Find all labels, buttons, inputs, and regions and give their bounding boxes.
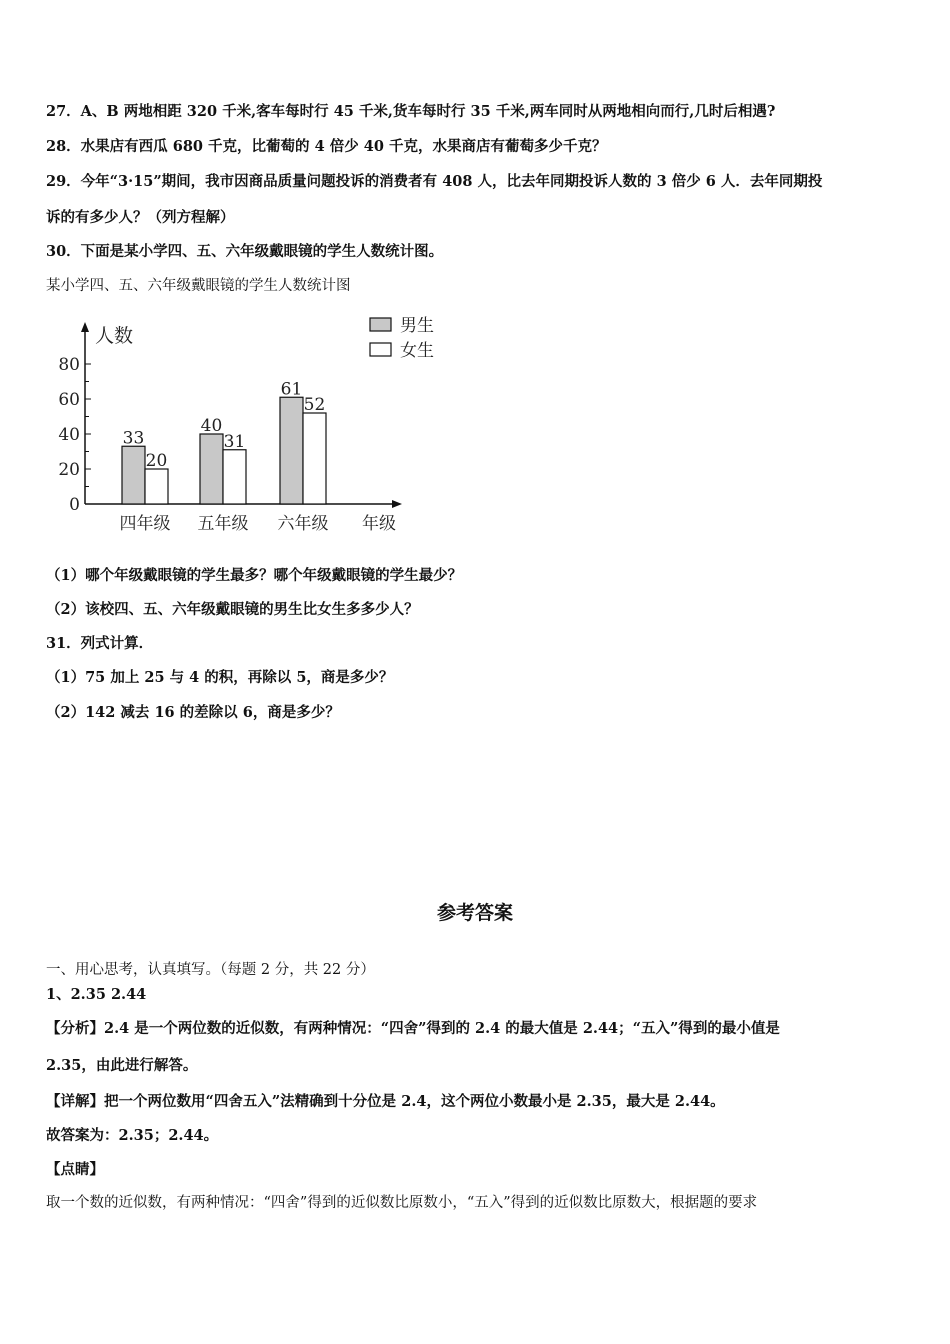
category-label: 六年级	[277, 514, 329, 534]
question-31: 31．列式计算．	[46, 635, 154, 652]
bar-male	[280, 397, 303, 504]
answers-section-1: 一、用心思考，认真填写。（每题 2 分，共 22 分）	[46, 962, 375, 978]
category-label: 四年级	[119, 514, 171, 534]
legend-swatch	[370, 318, 391, 331]
question-27: 27．A、B 两地相距 320 千米,客车每时行 45 千米,货车每时行 35 千米,两车同时从两地相向而行,几时后相遇?	[46, 103, 776, 120]
y-tick-label: 80	[58, 355, 80, 375]
detail: 【详解】把一个两位数用“四舍五入”法精确到十分位是 2.4，这个两位小数最小是 2.35，最大是 2.44。	[46, 1093, 725, 1110]
y-axis-arrow	[81, 322, 89, 332]
bar-female	[145, 469, 168, 504]
legend-label: 男生	[400, 316, 434, 336]
x-axis-arrow	[392, 500, 402, 508]
comment-text: 取一个数的近似数，有两种情况：“四舍”得到的近似数比原数小，“五入”得到的近似数比原数大，根据题的要求	[46, 1195, 758, 1211]
legend-label: 女生	[400, 341, 434, 361]
bar-female	[223, 450, 246, 504]
conclusion: 故答案为：2.35；2.44。	[46, 1127, 219, 1144]
x-axis-label: 年级	[362, 514, 396, 534]
chart-caption: 某小学四、五、六年级戴眼镜的学生人数统计图	[46, 278, 351, 294]
question-29-line1: 29．今年“3·15”期间，我市因商品质量问题投诉的消费者有 408 人，比去年同期投诉人数的 3 倍少 6 人．去年同期投	[46, 173, 823, 190]
bar-value-label: 52	[303, 395, 326, 415]
question-28: 28．水果店有西瓜 680 千克，比葡萄的 4 倍少 40 千克，水果商店有葡萄多少千克？	[46, 138, 607, 155]
bar-chart	[50, 312, 434, 544]
question-30-sub2: （2）该校四、五、六年级戴眼镜的男生比女生多多少人？	[46, 601, 419, 618]
legend-swatch	[370, 343, 391, 356]
bar-value-label: 40	[200, 416, 223, 436]
answers-title: 参考答案	[436, 902, 513, 924]
bar-male	[122, 446, 145, 504]
bar-value-label: 31	[223, 431, 246, 452]
analysis-line2: 2.35，由此进行解答。	[46, 1057, 198, 1074]
y-tick-label: 60	[58, 390, 80, 410]
question-30-sub1: （1）哪个年级戴眼镜的学生最多？哪个年级戴眼镜的学生最少？	[46, 567, 463, 584]
chart-legend	[370, 316, 434, 361]
bar-value-label: 61	[280, 379, 303, 400]
question-31-sub1: （1）75 加上 25 与 4 的积，再除以 5，商是多少？	[46, 669, 394, 686]
analysis-line1: 【分析】2.4 是一个两位数的近似数，有两种情况：“四舍”得到的 2.4 的最大值是 2.44；“五入”得到的最小值是	[46, 1020, 780, 1037]
question-29-line2: 诉的有多少人？（列方程解）	[46, 209, 235, 226]
question-31-sub2: （2）142 减去 16 的差除以 6，商是多少？	[46, 704, 340, 721]
chart-bars	[122, 379, 326, 504]
comment-label: 【点睛】	[46, 1161, 104, 1178]
category-labels	[120, 513, 329, 534]
y-ticks	[58, 355, 91, 515]
answer-1: 1、2.35 2.44	[46, 986, 147, 1003]
question-30: 30．下面是某小学四、五、六年级戴眼镜的学生人数统计图。	[46, 243, 444, 260]
bar-value-label: 33	[122, 428, 145, 449]
y-tick-label: 40	[58, 425, 80, 445]
y-tick-label: 0	[69, 495, 80, 515]
y-tick-label: 20	[58, 460, 80, 480]
y-axis-label: 人数	[95, 325, 134, 347]
bar-female	[303, 413, 326, 504]
bar-value-label: 20	[145, 451, 168, 471]
category-label: 五年级	[197, 514, 249, 534]
bar-male	[200, 434, 223, 504]
